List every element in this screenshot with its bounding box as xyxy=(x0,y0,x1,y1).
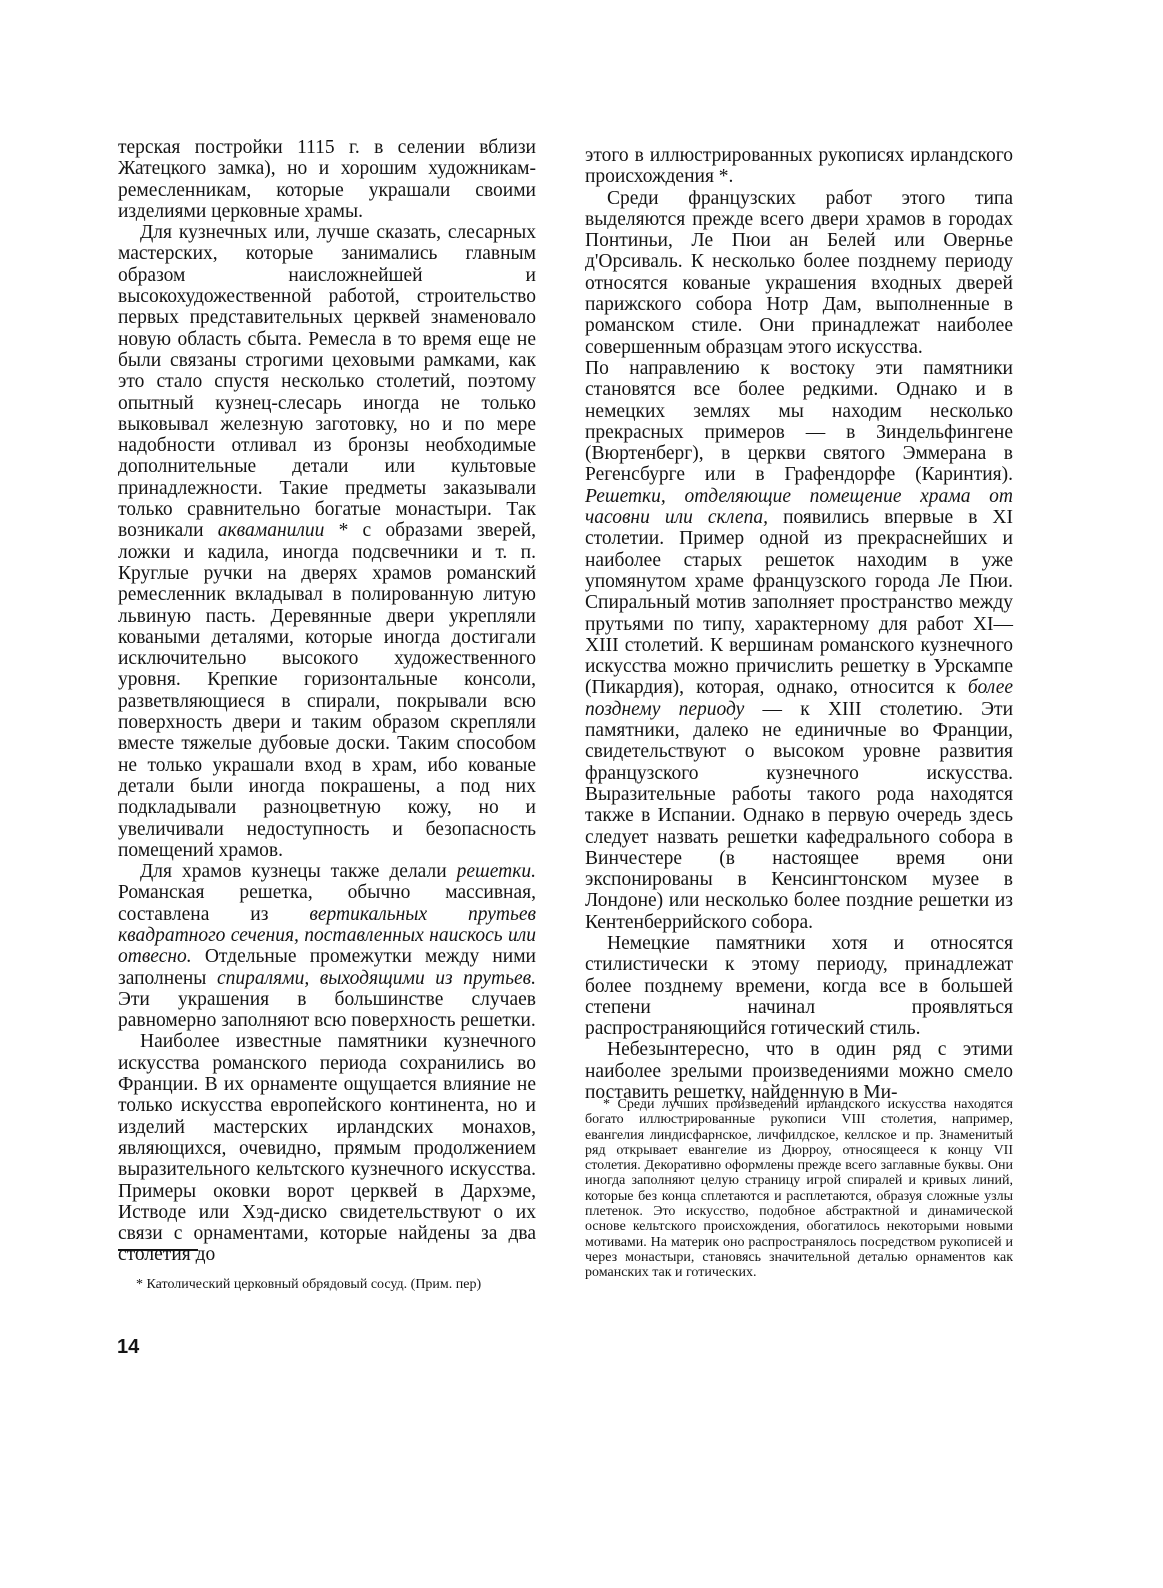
paragraph: этого в иллюстрированных рукописях ирландского происхождения *. xyxy=(585,145,1013,188)
paragraph: терская постройки 1115 г. в селении вблизи Жатецкого замка), но и хорошим художникам-ремесленникам, которые украшали своими изделиями церковные храмы. xyxy=(118,137,536,222)
paragraph: Для кузнечных или, лучше сказать, слесарных мастерских, которые занимались главным образом наисложнейшей и высокохудожественной работой, строительство первых представительных церквей знаменовало новую область сбыта. Ремесла в то время еще не были связаны строгими цеховыми рамками, как это стало спустя несколько столетий, поэтому опытный кузнец-слесарь иногда не только выковывал железную заготовку, но и по мере надобности отливал из бронзы необходимые дополнительные детали или культовые принадлежности. Такие предметы заказывали только сравнительно богатые монастыри. Так возникали акваманилии * с образами зверей, ложки и кадила, иногда подсвечники и т. п. Круглые ручки на дверях храмов романский ремесленник вкладывал в полированную литую львиную пасть. Деревянные двери укрепляли коваными деталями, которые иногда достигали исключительно высокого художественного уровня. Крепкие горизонтальные консоли, разветвляющиеся в спирали, покрывали всю поверхность двери и таким образом скрепляли вместе тяжелые дубовые доски. Таким способом не только украшали вход в храм, ибо кованые детали были иногда покрашены, а под них подкладывали разноцветную кожу, но и увеличивали недоступность и безопасность помещений храмов. xyxy=(118,222,537,861)
footnote-right: * Среди лучших произведений ирландского искусства находятся богато иллюстрированные рукописи VIII столетия, например, евангелия линдисфарнское, личфилдское, келлское и пр. Знаменитый ряд открывает евангелие из Дюрроу, относящееся к концу VII столетия. Декоративно оформлены прежде всего заглавные буквы. Они иногда заполняют целую страницу игрой спиралей и кривых линий, которые без конца сплетаются и расплетаются, образуя сложные узлы плетенок. Это искусство, подобное абстрактной и динамической основе кельтского происхождения, обогатилось некоторыми новыми мотивами. На материк оно распространялось посредством рукописей и через монастыри, становясь значительной деталью орнаментов как романских так и готических. xyxy=(585,1097,1013,1281)
italic-term: более позднему периоду xyxy=(585,677,1014,720)
page-number: 14 xyxy=(117,1336,140,1358)
italic-term: акваманилии xyxy=(217,520,325,542)
right-column xyxy=(585,145,1013,1103)
italic-term: Решетки, отделяющие помещение храма от часовни или склепа, xyxy=(585,485,1013,529)
paragraph: По направлению к востоку эти памятники становятся все более редкими. Однако и в немецких землях мы находим несколько прекрасных примеров — в Зиндельфингене (Вюртенберг), в церкви святого Эммерана в Регенсбурге или в Графендорфе (Каринтия). Решетки, отделяющие помещение храма от часовни или склепа, появились впервые в XI столетии. Пример одной из прекраснейших и наиболее старых решеток находим в уже упомянутом храме французского города Ле Пюи. Спиральный мотив заполняет пространство между прутьями по типу, характерному для работ XI—XIII столетий. К вершинам романского кузнечного искусства можно причислить решетку в Урскампе (Пикардия), которая, однако, относится к более позднему периоду — к XIII столетию. Эти памятники, далеко не единичные во Франции, свидетельствуют о высоком уровне развития французского кузнечного искусства. Выразительные работы такого рода находятся также в Испании. Однако в первую очередь здесь следует назвать решетки кафедрального собора в Винчестере (в настоящее время они экспонированы в Кенсингтонском музее в Лондоне) или несколько более поздние решетки из Кентенберрийского собора. xyxy=(585,357,1014,933)
paragraph: Для храмов кузнецы также делали решетки. Романская решетка, обычно массивная, составлена из вертикальных прутьев квадратного сечения, поставленных наискось или отвесно. Отдельные промежутки между ними заполнены спиралями, выходящими из прутьев. Эти украшения в большинстве случаев равномерно заполняют всю поверхность решетки. xyxy=(118,861,537,1032)
italic-term: спиралями, выходящими из прутьев. xyxy=(216,967,536,989)
footnote-left: * Католический церковный обрядовый сосуд. (Прим. пер) xyxy=(136,1277,482,1292)
paragraph: Наиболее известные памятники кузнечного искусства романского периода сохранились во Франции. В их орнаменте ощущается влияние не только искусства европейского континента, но и изделий мастерских ирландских монахов, являющихся, очевидно, прямым продолжением выразительного кельтского кузнечного искусства. Примеры оковки ворот церквей в Дархэме, Истводе или Хэд-диско свидетельствуют о их связи с орнаментами, которые найдены за два столетия до xyxy=(118,1031,536,1266)
paragraph: Немецкие памятники хотя и относятся стилистически к этому периоду, принадлежат более позднему времени, когда все в большей степени начинал проявляться распространяющийся готический стиль. xyxy=(585,932,1013,1040)
footnote-divider xyxy=(118,1249,198,1251)
italic-term: вертикальных прутьев квадратного сечения, поставленных наискось или отвесно. xyxy=(118,903,537,968)
paragraph: Среди французских работ этого типа выделяются прежде всего двери храмов в городах Понтиньи, Ле Пюи ан Белей или Овернье д'Орсиваль. К несколько более позднему периоду относятся кованые украшения входных дверей парижского собора Нотр Дам, выполненные в романском стиле. Они принадлежат наиболее совершенным образцам этого искусства. xyxy=(585,187,1013,358)
paragraph: Небезынтересно, что в один ряд с этими наиболее зрелыми произведениями можно смело поставить решетку, найденную в Ми- xyxy=(585,1039,1013,1104)
italic-term: решетки. xyxy=(456,861,536,883)
left-column xyxy=(118,137,536,1266)
